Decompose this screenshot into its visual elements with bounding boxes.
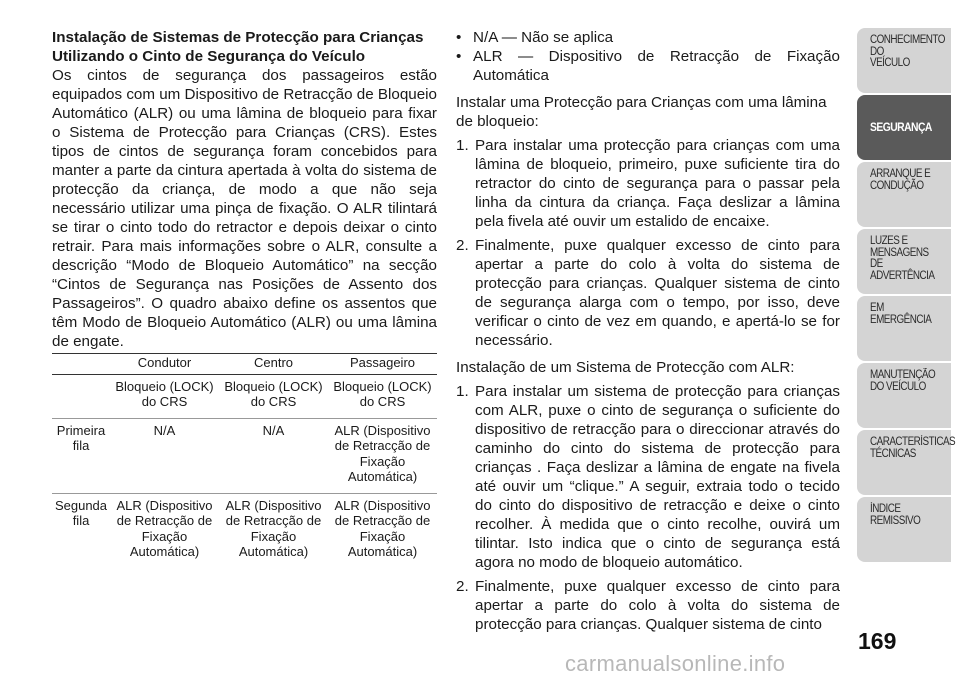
list-item: • N/A — Não se aplica bbox=[456, 28, 840, 47]
list-item bbox=[456, 136, 840, 231]
intro-paragraph: Os cintos de segurança dos passageiros estão equipados com um Dispositivo de Retracção de Bloqueio Automático (ALR) ou uma lâmina de bloqueio para fixar o Sistema de Protecção para Crianças (CRS). Estes tipos de cintos de segurança foram concebidos para manter a parte da cintura apertada à volta do sistema de protecção da criança, de modo a que não seja necessário utilizar uma pinça de fixação. O ALR tilintará se tirar o cinto todo do retractor e depois deixar o cinto retrair. Para mais informações sobre o ALR, consulte a descrição “Modo de Bloqueio Automático” na secção “Cintos de Segurança nas Posições de Assento dos Passageiros”. O quadro abaixo define os assentos que têm Modo de Bloqueio Automático (ALR) ou uma lâmina de engate. bbox=[52, 67, 437, 350]
tab-manutencao[interactable] bbox=[857, 363, 951, 428]
table-row bbox=[52, 374, 437, 418]
tab-label: MANUTENÇÃO DO VEÍCULO bbox=[870, 369, 936, 393]
tab-indice-remissivo[interactable] bbox=[857, 497, 951, 562]
subheading-alr: Instalação de um Sistema de Protecção com ALR: bbox=[456, 359, 795, 376]
tab-label: CONHECIMENTO DO VEÍCULO bbox=[870, 34, 945, 70]
table-header-row bbox=[52, 354, 437, 375]
table-cell: N/A bbox=[219, 418, 328, 493]
tab-luzes-e-mensagens[interactable] bbox=[857, 229, 951, 294]
table-cell: ALR (Dispositivo de Retracção de Fixação Automática) bbox=[116, 497, 213, 559]
table-cell: ALR (Dispositivo de Retracção de Fixação Automática) bbox=[334, 497, 431, 559]
step-number: 2. bbox=[456, 578, 469, 595]
table-row bbox=[52, 418, 437, 493]
list-item: • ALR — Dispositivo de Retracção de Fixação Automática bbox=[456, 47, 840, 85]
tab-label: CARACTERÍSTICAS TÉCNICAS bbox=[870, 436, 956, 460]
middle-column bbox=[456, 28, 840, 639]
tab-label: LUZES E MENSAGENS DE ADVERTÊNCIA bbox=[870, 235, 935, 282]
seat-table bbox=[52, 353, 437, 568]
list-item bbox=[456, 577, 840, 634]
table-header-cell: Centro bbox=[219, 354, 328, 375]
table-header-cell bbox=[52, 354, 110, 375]
step-text: Finalmente, puxe qualquer excesso de cinto para apertar a parte do colo à volta do sistema de protecção para crianças. Qualquer sistema de cinto bbox=[475, 578, 840, 633]
step-text: Para instalar um sistema de protecção para crianças com ALR, puxe o cinto de segurança o suficiente do dispositivo de retracção para o direccionar através do caminho do cinto do sistema de protecção para crianças . Faça deslizar a lâmina de engate na fivela até ouvir um “clique.” A seguir, extraia todo o tecido do cinto do dispositivo de retracção e deixe o cinto recolher. À medida que o cinto recolhe, ouvirá um tilintar. Isto indica que o cinto de segurança está agora no modo de bloqueio automático. bbox=[475, 383, 840, 571]
table-row bbox=[52, 493, 437, 568]
table-cell: ALR (Dispositivo de Retracção de Fixação Automática) bbox=[328, 418, 437, 493]
tab-em-emergencia[interactable] bbox=[857, 296, 951, 361]
section-heading: Instalação de Sistemas de Protecção para Crianças Utilizando o Cinto de Segurança do Veículo bbox=[52, 29, 424, 65]
tab-seguranca[interactable] bbox=[857, 95, 951, 160]
step-number: 2. bbox=[456, 237, 469, 254]
page-number: 169 bbox=[858, 628, 897, 654]
table-cell: Primeira fila bbox=[52, 418, 110, 493]
tab-label: SEGURANÇA bbox=[870, 120, 932, 134]
step-text: Para instalar uma protecção para crianças com uma lâmina de bloqueio, primeiro, puxe suficiente tira do retractor do cinto de segurança para o passar pela linha da cintura da criança. Faça deslizar a lâmina pela fivela até ouvir um estalido de encaixe. bbox=[475, 137, 840, 230]
steps-locking-latch bbox=[456, 136, 840, 350]
list-item bbox=[456, 382, 840, 572]
tab-arranque-e-conducao[interactable] bbox=[857, 162, 951, 227]
table-cell: Bloqueio (LOCK) do CRS bbox=[328, 374, 437, 418]
table-header-cell: Condutor bbox=[110, 354, 219, 375]
watermark: carmanualsonline.info bbox=[565, 651, 786, 676]
tab-label: ARRANQUE E CONDUÇÃO bbox=[870, 168, 931, 192]
step-number: 1. bbox=[456, 137, 469, 154]
tab-caracteristicas-tecnicas[interactable] bbox=[857, 430, 956, 495]
legend-list bbox=[456, 28, 840, 85]
tab-label: ÍNDICE REMISSIVO bbox=[870, 503, 921, 527]
table-cell: Segunda fila bbox=[54, 497, 108, 528]
table-cell: Bloqueio (LOCK) do CRS bbox=[219, 374, 328, 418]
tab-label: EM EMERGÊNCIA bbox=[870, 302, 932, 326]
tab-conhecimento-do-veiculo[interactable] bbox=[857, 28, 951, 93]
step-text: Finalmente, puxe qualquer excesso de cinto para apertar a parte do colo à volta do sistema de protecção para crianças. Qualquer sistema de cinto de segurança alarga com o tempo, por isso, deve verificar o cinto de vez em quando, e apertá-lo se for necessário. bbox=[475, 237, 840, 349]
table-cell: Bloqueio (LOCK) do CRS bbox=[110, 374, 219, 418]
steps-alr bbox=[456, 382, 840, 634]
table-header-cell: Passageiro bbox=[328, 354, 437, 375]
subheading-locking-latch: Instalar uma Protecção para Crianças com uma lâmina de bloqueio: bbox=[456, 94, 827, 130]
list-item bbox=[456, 236, 840, 350]
table-cell bbox=[52, 374, 110, 418]
step-number: 1. bbox=[456, 383, 469, 400]
left-column bbox=[52, 28, 437, 568]
table-cell: ALR (Dispositivo de Retracção de Fixação Automática) bbox=[225, 497, 322, 559]
chapter-tabs bbox=[857, 28, 956, 564]
table-cell: N/A bbox=[110, 418, 219, 493]
